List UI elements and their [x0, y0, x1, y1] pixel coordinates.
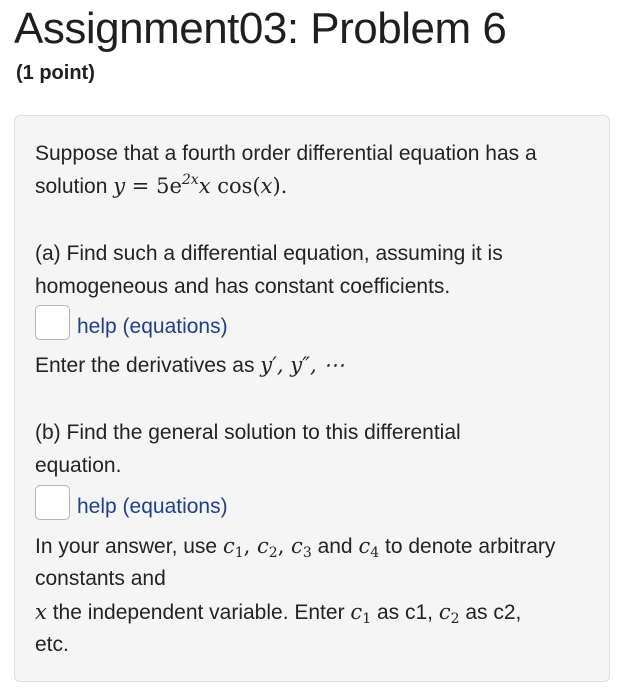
answer-input-a[interactable] [35, 305, 70, 340]
part-a-line1: (a) Find such a differential equation, assuming it is [35, 242, 503, 265]
problem-intro: Suppose that a fourth order differential equation has a [35, 142, 537, 165]
problem-solution-line [35, 174, 287, 199]
page-title: Assignment03: Problem 6 [14, 4, 507, 53]
part-a-line2: homogeneous and has constant coefficients. [35, 275, 451, 298]
part-b-hint-line3: x the independent variable. Enter $c_1$ as c1, $c_2$ as c2, [35, 600, 522, 627]
answer-input-b[interactable] [35, 485, 70, 520]
part-b-hint-line4: etc. [35, 633, 69, 656]
part-b-hint-line2: constants and [35, 567, 166, 590]
solution-formula: $y = 5e^{2x}x$ cos(x). [113, 172, 288, 198]
part-a-hint: Enter the derivatives as y′, y″, ⋯ [35, 353, 345, 377]
help-equations-link-a[interactable]: help (equations) [77, 315, 228, 338]
part-b-line2: equation. [35, 454, 122, 477]
derivatives-notation: y′, y″, ⋯ [260, 353, 345, 377]
solution-prefix: solution [35, 175, 108, 198]
help-equations-link-b[interactable]: help (equations) [77, 495, 228, 518]
part-b-line1: (b) Find the general solution to this differential [35, 421, 461, 444]
part-b-hint-line1: In your answer, use $c_1$, $c_2$, $c_3$ and $c_4$ to denote arbitrary [35, 534, 556, 561]
points-label: (1 point) [16, 62, 95, 84]
problem-box [14, 115, 610, 682]
